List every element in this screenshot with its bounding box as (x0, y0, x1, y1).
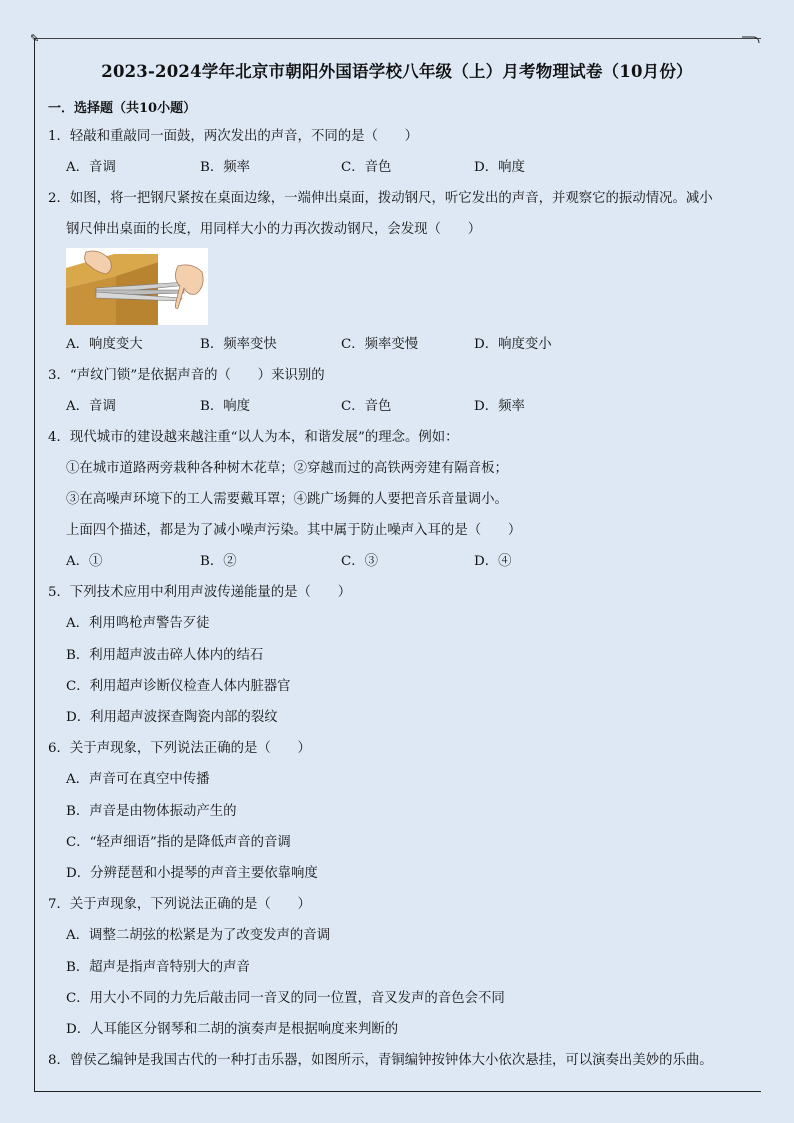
q3-option-d[interactable]: D．频率 (474, 399, 525, 414)
q3-option-a[interactable]: A．音调 (66, 399, 116, 414)
q4-option-b[interactable]: B．② (200, 554, 237, 569)
q2-option-a[interactable]: A．响度变大 (66, 337, 143, 352)
question-4-stem: 4．现代城市的建设越来越注重“以人为本，和谐发展”的理念。例如： (48, 430, 459, 445)
question-2-stem: 2．如图，将一把钢尺紧按在桌面边缘，一端伸出桌面，拨动钢尺，听它发出的声音，并观察它的振动情况。减小 (48, 191, 713, 206)
q1-option-c[interactable]: C．音色 (341, 160, 392, 175)
q3-option-c[interactable]: C．音色 (341, 399, 392, 414)
question-2-stem-line2: 钢尺伸出桌面的长度，用同样大小的力再次拨动钢尺，会发现（ ） (66, 222, 482, 237)
question-3-stem: 3．“声纹门锁”是依据声音的（ ）来识别的 (48, 368, 325, 383)
q2-option-d[interactable]: D．响度变小 (474, 337, 552, 352)
q1-option-a[interactable]: A．音调 (66, 160, 116, 175)
q6-option-a[interactable]: A．声音可在真空中传播 (66, 772, 210, 787)
question-4-stem-line4: 上面四个描述，都是为了减小噪声污染。其中属于防止噪声入耳的是（ ） (66, 523, 522, 538)
q4-option-d[interactable]: D．④ (474, 554, 512, 569)
q5-option-b[interactable]: B．利用超声波击碎人体内的结石 (66, 648, 264, 663)
q3-option-b[interactable]: B．响度 (200, 399, 251, 414)
q1-option-b[interactable]: B．频率 (200, 160, 251, 175)
q5-option-d[interactable]: D．利用超声波探查陶瓷内部的裂纹 (66, 710, 278, 725)
question-5-stem: 5．下列技术应用中利用声波传递能量的是（ ） (48, 585, 352, 600)
q4-option-a[interactable]: A．① (66, 554, 103, 569)
question-4-stem-line3: ③在高噪声环境下的工人需要戴耳罩；④跳广场舞的人要把音乐音量调小。 (66, 492, 508, 507)
exam-title: 2023-2024学年北京市朝阳外国语学校八年级（上）月考物理试卷（10月份） (101, 62, 693, 81)
q1-option-d[interactable]: D．响度 (474, 160, 525, 175)
question-6-stem: 6．关于声现象，下列说法正确的是（ ） (48, 741, 311, 756)
q7-option-d[interactable]: D．人耳能区分钢琴和二胡的演奏声是根据响度来判断的 (66, 1022, 399, 1037)
q6-option-d[interactable]: D．分辨琵琶和小提琴的声音主要依靠响度 (66, 866, 318, 881)
q4-option-c[interactable]: C．③ (341, 554, 379, 569)
section-heading: 一．选择题（共10小题） (48, 101, 197, 116)
q2-option-b[interactable]: B．频率变快 (200, 337, 277, 352)
question-1-stem: 1．轻敲和重敲同一面鼓，两次发出的声音，不同的是（ ） (48, 129, 419, 144)
q5-option-a[interactable]: A．利用鸣枪声警告歹徒 (66, 616, 210, 631)
question-4-stem-line2: ①在城市道路两旁栽种各种树木花草；②穿越而过的高铁两旁建有隔音板； (66, 461, 508, 476)
q7-option-a[interactable]: A．调整二胡弦的松紧是为了改变发声的音调 (66, 928, 331, 943)
q7-option-b[interactable]: B．超声是指声音特别大的声音 (66, 960, 250, 975)
q6-option-b[interactable]: B．声音是由物体振动产生的 (66, 804, 237, 819)
question-8-stem: 8．曾侯乙编钟是我国古代的一种打击乐器，如图所示，青铜编钟按钟体大小依次悬挂，可以演奏出美妙的乐曲。 (48, 1053, 713, 1068)
q6-option-c[interactable]: C．“轻声细语”指的是降低声音的音调 (66, 835, 291, 850)
q7-option-c[interactable]: C．用大小不同的力先后敲击同一音叉的同一位置，音叉发声的音色会不同 (66, 991, 505, 1006)
ruler-on-table-figure (66, 248, 208, 325)
question-7-stem: 7．关于声现象，下列说法正确的是（ ） (48, 897, 311, 912)
corner-curl-icon (742, 36, 760, 44)
q2-option-c[interactable]: C．频率变慢 (341, 337, 419, 352)
q5-option-c[interactable]: C．利用超声诊断仪检查人体内脏器官 (66, 679, 291, 694)
corner-ornament-icon: ✎ (30, 32, 40, 45)
